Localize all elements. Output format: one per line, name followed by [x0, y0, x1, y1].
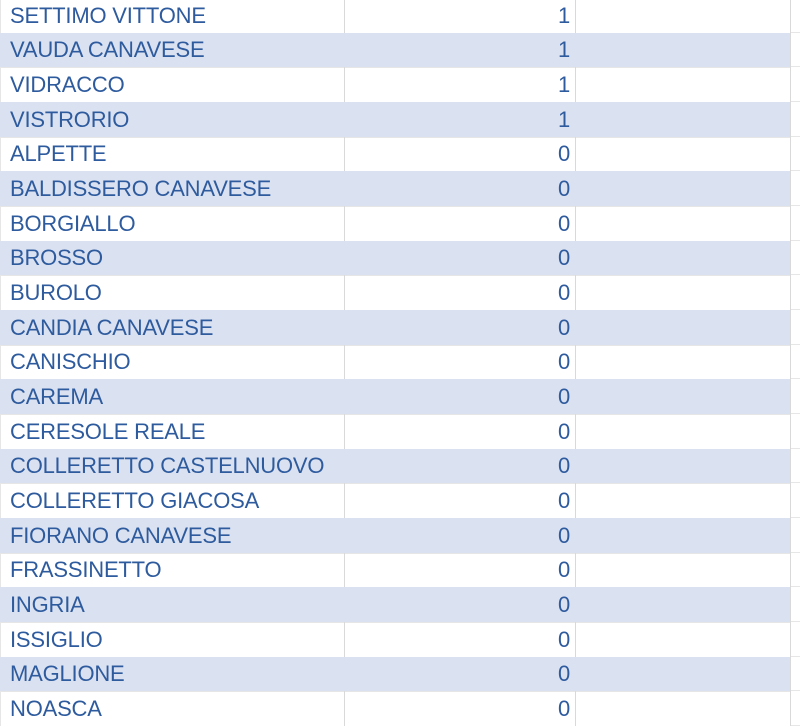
municipality-cell[interactable]: BUROLO — [0, 275, 345, 310]
count-cell[interactable]: 0 — [345, 379, 576, 414]
count-cell[interactable]: 0 — [345, 587, 576, 622]
next-column-sliver — [790, 657, 800, 692]
table-row — [0, 33, 800, 68]
empty-cell[interactable] — [576, 483, 790, 518]
table-row — [0, 657, 800, 692]
municipality-cell[interactable]: BALDISSERO CANAVESE — [0, 171, 345, 206]
table-row — [0, 449, 800, 484]
empty-cell[interactable] — [576, 345, 790, 380]
next-column-sliver — [790, 241, 800, 276]
count-cell[interactable]: 0 — [345, 345, 576, 380]
empty-cell[interactable] — [576, 137, 790, 172]
empty-cell[interactable] — [576, 553, 790, 588]
table-row — [0, 622, 800, 657]
count-cell[interactable]: 0 — [345, 622, 576, 657]
next-column-sliver — [790, 518, 800, 553]
table-row — [0, 345, 800, 380]
municipality-cell[interactable]: ALPETTE — [0, 137, 345, 172]
empty-cell[interactable] — [576, 275, 790, 310]
next-column-sliver — [790, 310, 800, 345]
count-cell[interactable]: 0 — [345, 414, 576, 449]
count-cell[interactable]: 0 — [345, 171, 576, 206]
next-column-sliver — [790, 171, 800, 206]
table-row — [0, 206, 800, 241]
next-column-sliver — [790, 553, 800, 588]
next-column-sliver — [790, 137, 800, 172]
empty-cell[interactable] — [576, 171, 790, 206]
empty-cell[interactable] — [576, 310, 790, 345]
table-row — [0, 67, 800, 102]
table-row — [0, 241, 800, 276]
empty-cell[interactable] — [576, 206, 790, 241]
municipality-cell[interactable]: VISTRORIO — [0, 102, 345, 137]
empty-cell[interactable] — [576, 449, 790, 484]
table-row — [0, 553, 800, 588]
table-row — [0, 691, 800, 726]
next-column-sliver — [790, 33, 800, 68]
count-cell[interactable]: 1 — [345, 67, 576, 102]
next-column-sliver — [790, 483, 800, 518]
empty-cell[interactable] — [576, 379, 790, 414]
municipality-cell[interactable]: SETTIMO VITTONE — [0, 0, 345, 33]
count-cell[interactable]: 1 — [345, 33, 576, 68]
next-column-sliver — [790, 587, 800, 622]
empty-cell[interactable] — [576, 33, 790, 68]
municipality-cell[interactable]: CANDIA CANAVESE — [0, 310, 345, 345]
next-column-sliver — [790, 0, 800, 33]
empty-cell[interactable] — [576, 622, 790, 657]
municipality-cell[interactable]: COLLERETTO CASTELNUOVO — [0, 449, 345, 484]
count-cell[interactable]: 0 — [345, 657, 576, 692]
count-cell[interactable]: 1 — [345, 102, 576, 137]
empty-cell[interactable] — [576, 0, 790, 33]
table-row — [0, 587, 800, 622]
empty-cell[interactable] — [576, 67, 790, 102]
count-cell[interactable]: 0 — [345, 275, 576, 310]
count-cell[interactable]: 0 — [345, 518, 576, 553]
municipality-cell[interactable]: VIDRACCO — [0, 67, 345, 102]
empty-cell[interactable] — [576, 657, 790, 692]
next-column-sliver — [790, 345, 800, 380]
count-cell[interactable]: 0 — [345, 137, 576, 172]
empty-cell[interactable] — [576, 518, 790, 553]
municipality-cell[interactable]: ISSIGLIO — [0, 622, 345, 657]
municipality-cell[interactable]: CAREMA — [0, 379, 345, 414]
next-column-sliver — [790, 206, 800, 241]
municipality-cell[interactable]: BROSSO — [0, 241, 345, 276]
municipality-cell[interactable]: CANISCHIO — [0, 345, 345, 380]
count-cell[interactable]: 0 — [345, 691, 576, 726]
table-row — [0, 379, 800, 414]
next-column-sliver — [790, 691, 800, 726]
municipality-cell[interactable]: MAGLIONE — [0, 657, 345, 692]
empty-cell[interactable] — [576, 587, 790, 622]
next-column-sliver — [790, 102, 800, 137]
count-cell[interactable]: 0 — [345, 553, 576, 588]
municipality-cell[interactable]: CERESOLE REALE — [0, 414, 345, 449]
next-column-sliver — [790, 449, 800, 484]
count-cell[interactable]: 0 — [345, 483, 576, 518]
count-cell[interactable]: 0 — [345, 206, 576, 241]
count-cell[interactable]: 1 — [345, 0, 576, 33]
count-cell[interactable]: 0 — [345, 310, 576, 345]
table-row — [0, 171, 800, 206]
table-row — [0, 102, 800, 137]
table-row — [0, 414, 800, 449]
municipality-cell[interactable]: FIORANO CANAVESE — [0, 518, 345, 553]
table-row — [0, 275, 800, 310]
next-column-sliver — [790, 67, 800, 102]
table-row — [0, 483, 800, 518]
next-column-sliver — [790, 622, 800, 657]
municipality-cell[interactable]: FRASSINETTO — [0, 553, 345, 588]
count-cell[interactable]: 0 — [345, 449, 576, 484]
municipality-cell[interactable]: COLLERETTO GIACOSA — [0, 483, 345, 518]
empty-cell[interactable] — [576, 691, 790, 726]
table-row — [0, 310, 800, 345]
municipality-cell[interactable]: INGRIA — [0, 587, 345, 622]
municipality-cell[interactable]: VAUDA CANAVESE — [0, 33, 345, 68]
table-row — [0, 137, 800, 172]
municipality-cell[interactable]: NOASCA — [0, 691, 345, 726]
count-cell[interactable]: 0 — [345, 241, 576, 276]
table-row — [0, 0, 800, 33]
next-column-sliver — [790, 414, 800, 449]
empty-cell[interactable] — [576, 102, 790, 137]
empty-cell[interactable] — [576, 414, 790, 449]
next-column-sliver — [790, 379, 800, 414]
empty-cell[interactable] — [576, 241, 790, 276]
municipality-cell[interactable]: BORGIALLO — [0, 206, 345, 241]
next-column-sliver — [790, 275, 800, 310]
table-row — [0, 518, 800, 553]
